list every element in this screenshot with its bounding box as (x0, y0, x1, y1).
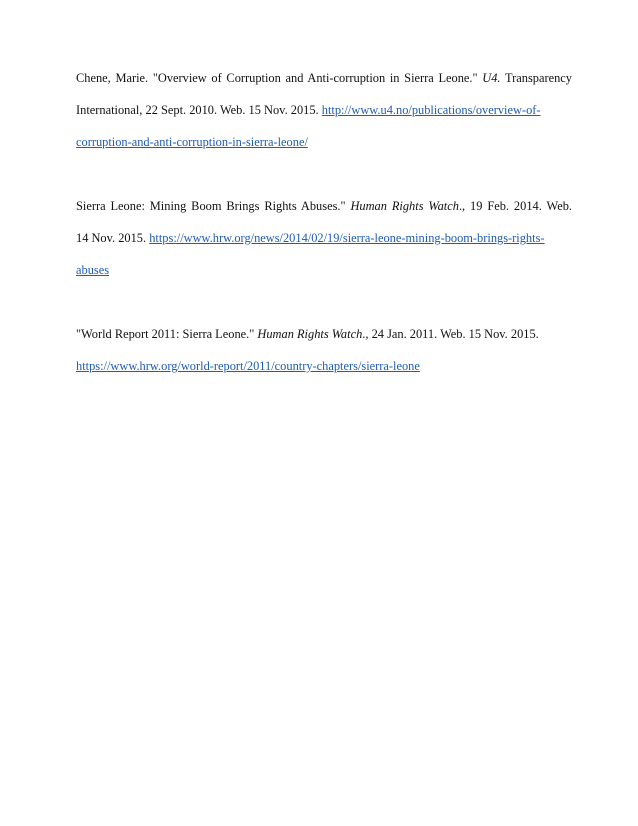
source-title: U4. (482, 71, 501, 85)
citation-text: ., 19 Feb. 2014. Web. (458, 199, 572, 213)
reference-line (76, 126, 572, 158)
reference-entry (76, 62, 572, 158)
reference-link[interactable]: http://www.u4.no/publications/overview-of- (321, 103, 541, 117)
source-title: Human Rights Watch (350, 199, 459, 213)
source-title: Human Rights Watch (257, 327, 363, 341)
reference-line (76, 254, 572, 286)
reference-link[interactable]: https://www.hrw.org/news/2014/02/19/sierra-leone-mining-boom-brings-rights- (149, 231, 545, 245)
citation-text: 14 Nov. 2015. (76, 231, 147, 245)
reference-entry (76, 318, 572, 382)
reference-entry (76, 190, 572, 286)
citation-text: Sierra Leone: Mining Boom Brings Rights Abuses." (76, 199, 346, 213)
citation-text: "World Report 2011: Sierra Leone." (76, 327, 255, 341)
reference-line (76, 190, 572, 222)
reference-link[interactable]: https://www.hrw.org/world-report/2011/country-chapters/sierra-leone (76, 359, 420, 373)
reference-line (76, 94, 572, 126)
reference-line (76, 350, 572, 382)
reference-line (76, 222, 572, 254)
citation-text: ., 24 Jan. 2011. Web. 15 Nov. 2015. (362, 327, 539, 341)
reference-link[interactable]: abuses (76, 263, 110, 277)
reference-link[interactable]: corruption-and-anti-corruption-in-sierra-leone/ (76, 135, 308, 149)
reference-line (76, 318, 572, 350)
reference-line (76, 62, 572, 94)
citation-text: Chene, Marie. "Overview of Corruption and Anti-corruption in Sierra Leone." (76, 71, 478, 85)
citation-text: Transparency (505, 71, 572, 85)
citation-text: International, 22 Sept. 2010. Web. 15 Nov. 2015. (76, 103, 319, 117)
